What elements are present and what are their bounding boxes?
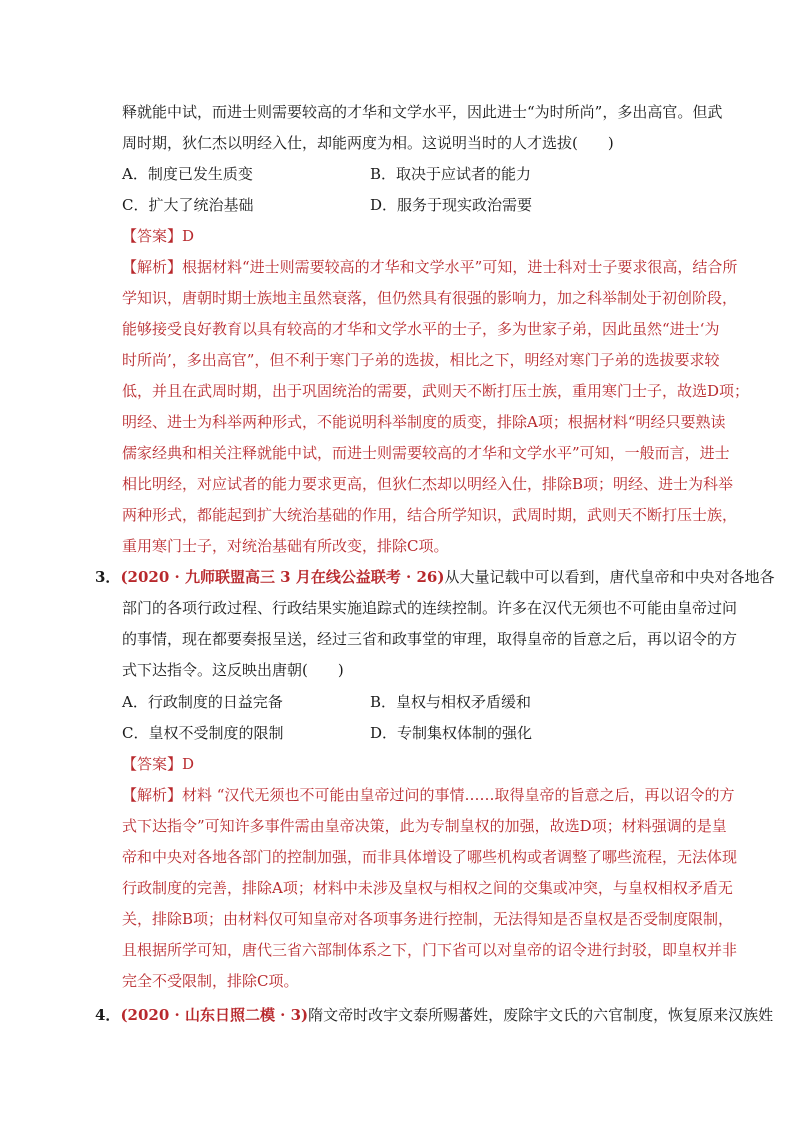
- q2-stem-line-2: 周时期，狄仁杰以明经入仕，却能两度为相。这说明当时的人才选拔( ): [122, 134, 614, 152]
- q3-first-line: [95, 568, 775, 586]
- q2-analysis-line-6: 明经、进士为科举两种形式，不能说明科举制度的质变，排除A项；根据材料“明经只要熟读: [122, 413, 726, 431]
- q2-analysis-line-2: 学知识，唐朝时期士族地主虽然衰落，但仍然具有很强的影响力，加之科举制处于初创阶段，: [122, 289, 738, 307]
- q3-option-a: A．行政制度的日益完备: [122, 693, 283, 711]
- q3-analysis-line-4: 行政制度的完善，排除A项；材料中未涉及皇权与相权之间的交集或冲突，与皇权相权矛盾无: [122, 879, 733, 897]
- q3-option-c: C．皇权不受制度的限制: [122, 724, 284, 742]
- q3-stem-line-1: 从大量记载中可以看到，唐代皇帝和中央对各地各: [444, 568, 775, 586]
- q4-stem-line-1: 隋文帝时改宇文泰所赐蕃姓，废除宇文氏的六官制度，恢复原来汉族姓: [308, 1006, 774, 1024]
- q3-number: 3．: [95, 568, 121, 586]
- q2-analysis-line-7: 儒家经典和相关注释就能中试，而进士则需要较高的才华和文学水平”可知，一般而言，进士: [122, 444, 730, 462]
- q2-analysis-line-9: 两种形式，都能起到扩大统治基础的作用，结合所学知识，武周时期，武则天不断打压士族，: [122, 506, 738, 524]
- q2-analysis-line-10: 重用寒门士子，对统治基础有所改变，排除C项。: [122, 537, 449, 555]
- q3-answer: 【答案】D: [122, 755, 195, 773]
- q2-option-c: C．扩大了统治基础: [122, 196, 254, 214]
- q2-stem-line-1: 释就能中试，而进士则需要较高的才华和文学水平，因此进士“为时所尚”，多出高官。但武: [122, 103, 723, 121]
- q3-stem-line-2: 部门的各项行政过程、行政结果实施追踪式的连续控制。许多在汉代无须也不可能由皇帝过问: [122, 599, 738, 617]
- q4-number: 4．: [95, 1006, 121, 1024]
- q2-analysis-line-3: 能够接受良好教育以具有较高的才华和文学水平的士子，多为世家子弟，因此虽然“进士‘为: [122, 320, 720, 338]
- q3-analysis-line-3: 帝和中央对各地各部门的控制加强，而非具体增设了哪些机构或者调整了哪些流程，无法体现: [122, 848, 738, 866]
- q2-analysis-line-5: 低，并且在武周时期，出于巩固统治的需要，武则天不断打压士族，重用寒门士子，故选D项；: [122, 382, 750, 400]
- q2-answer: 【答案】D: [122, 227, 195, 245]
- q3-analysis-line-1: 【解析】材料 “汉代无须也不可能由皇帝过问的事情……取得皇帝的旨意之后，再以诏令的方: [122, 786, 735, 804]
- q3-analysis-line-6: 且根据所学可知，唐代三省六部制体系之下，门下省可以对皇帝的诏令进行封驳，即皇权并非: [122, 941, 738, 959]
- q3-stem-line-3: 的事情，现在都要奏报呈送，经过三省和政事堂的审理，取得皇帝的旨意之后，再以诏令的方: [122, 630, 738, 648]
- q3-option-b: B．皇权与相权矛盾缓和: [370, 693, 532, 711]
- q2-option-b: B．取决于应试者的能力: [370, 165, 532, 183]
- q2-analysis-line-1: 【解析】根据材料“进士则需要较高的才华和文学水平”可知，进士科对士子要求很高，结合所: [122, 258, 738, 276]
- q3-stem-line-4: 式下达指令。这反映出唐朝( ): [122, 661, 344, 679]
- q2-option-a: A．制度已发生质变: [122, 165, 253, 183]
- q3-option-d: D．专制集权体制的强化: [370, 724, 533, 742]
- q3-analysis-line-5: 关，排除B项；由材料仅可知皇帝对各项事务进行控制，无法得知是否皇权是否受制度限制，: [122, 910, 734, 928]
- q4-source: (2020 · 山东日照二模 · 3): [120, 1006, 309, 1024]
- q4-first-line: [95, 1006, 773, 1024]
- q3-analysis-line-7: 完全不受限制，排除C项。: [122, 972, 299, 990]
- q3-source: (2020 · 九师联盟高三 3 月在线公益联考 · 26): [120, 568, 445, 586]
- q2-option-d: D．服务于现实政治需要: [370, 196, 533, 214]
- q3-analysis-line-2: 式下达指令”可知许多事件需由皇帝决策，此为专制皇权的加强，故选D项；材料强调的是皇: [122, 817, 727, 835]
- q2-analysis-line-8: 相比明经，对应试者的能力要求更高，但狄仁杰却以明经入仕，排除B项；明经、进士为科举: [122, 475, 734, 493]
- q2-analysis-line-4: 时所尚’，多出高官”，但不利于寒门子弟的选拔，相比之下，明经对寒门子弟的选拔要求较: [122, 351, 720, 369]
